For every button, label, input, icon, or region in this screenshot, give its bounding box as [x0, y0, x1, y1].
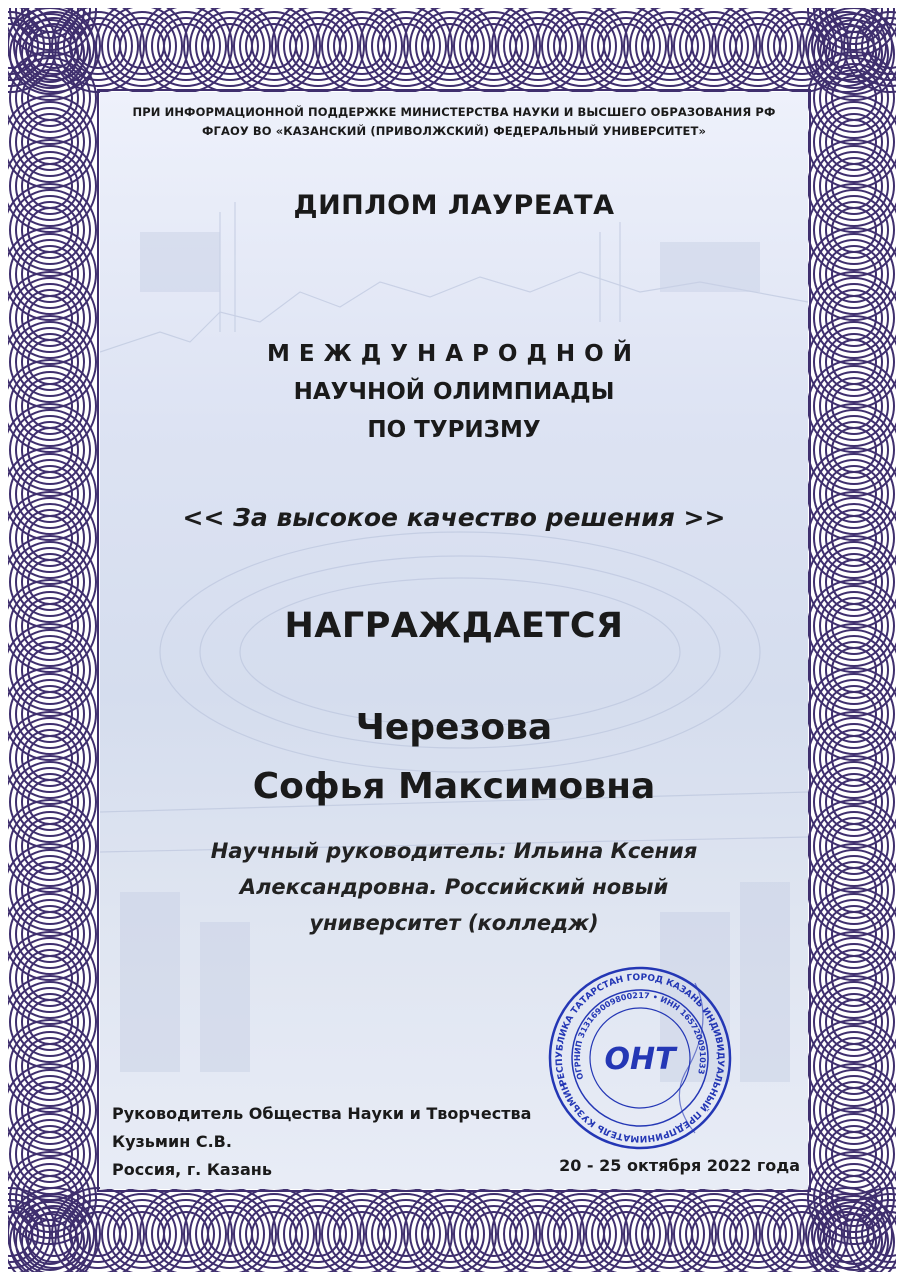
- border-ring: [820, 284, 888, 352]
- border-ring: [686, 18, 742, 74]
- border-ring: [548, 12, 616, 80]
- border-ring: [22, 70, 78, 126]
- border-ring: [16, 856, 84, 924]
- border-ring: [22, 1082, 78, 1138]
- border-ring: [820, 460, 888, 528]
- signatory-title: Руководитель Общества Науки и Творчества: [112, 1104, 532, 1123]
- border-ring: [826, 378, 882, 434]
- border-ring: [378, 18, 434, 74]
- border-ring: [598, 1206, 654, 1262]
- border-ring: [22, 818, 78, 874]
- border-ring: [16, 988, 84, 1056]
- border-ring: [22, 202, 78, 258]
- border-ring: [820, 768, 888, 836]
- event-line-1: МЕЖДУНАРОДНОЙ: [267, 341, 641, 367]
- border-ring: [826, 334, 882, 390]
- border-ring: [16, 724, 84, 792]
- border-ring: [416, 12, 484, 80]
- border-ring: [22, 246, 78, 302]
- border-ring: [114, 18, 170, 74]
- border-ring: [22, 466, 78, 522]
- border-ring: [466, 18, 522, 74]
- border-ring: [820, 724, 888, 792]
- diploma-title: ДИПЛОМ ЛАУРЕАТА: [293, 190, 615, 221]
- stamp-inner-text: ОГРНИП 313169009800217 • ИНН 165720091033: [572, 990, 708, 1081]
- border-ring: [466, 1206, 522, 1262]
- border-ring: [820, 636, 888, 704]
- border-ring: [416, 1200, 484, 1268]
- border-ring: [152, 1200, 220, 1268]
- border-ring: [16, 900, 84, 968]
- event-dates: 20 - 25 октября 2022 года: [559, 1156, 800, 1175]
- border-ring: [820, 416, 888, 484]
- border-ring: [510, 18, 566, 74]
- event-line-2: НАУЧНОЙ ОЛИМПИАДЫ: [293, 379, 615, 405]
- border-ring: [16, 416, 84, 484]
- border-ring: [686, 1206, 742, 1262]
- border-ring: [820, 548, 888, 616]
- border-ring: [22, 598, 78, 654]
- border-ring: [378, 1206, 434, 1262]
- border-ring: [16, 284, 84, 352]
- border-ring: [372, 12, 440, 80]
- border-ring: [22, 1038, 78, 1094]
- border-ring: [246, 18, 302, 74]
- border-ring: [820, 900, 888, 968]
- border-ring: [820, 372, 888, 440]
- border-ring: [108, 12, 176, 80]
- border-ring: [826, 114, 882, 170]
- border-ring: [16, 680, 84, 748]
- border-ring: [22, 686, 78, 742]
- border-ring: [826, 598, 882, 654]
- recipient-given-names: Софья Максимовна: [252, 766, 656, 807]
- border-ring: [22, 378, 78, 434]
- border-ring: [504, 1200, 572, 1268]
- border-ring: [826, 554, 882, 610]
- support-header: [100, 103, 808, 141]
- border-ring: [16, 636, 84, 704]
- border-ring: [598, 18, 654, 74]
- border-ring: [22, 114, 78, 170]
- border-ring: [826, 1126, 882, 1182]
- border-ring: [730, 18, 786, 74]
- border-ring: [504, 12, 572, 80]
- border-ring: [510, 1206, 566, 1262]
- border-ring: [196, 12, 264, 80]
- border-ring: [826, 202, 882, 258]
- border-ring: [820, 196, 888, 264]
- issue-location: Россия, г. Казань: [112, 1160, 272, 1179]
- supervisor-line-1: Научный руководитель: Ильина Ксения: [210, 839, 698, 863]
- border-ring: [820, 152, 888, 220]
- supervisor-info: [100, 833, 808, 941]
- border-ring: [334, 1206, 390, 1262]
- header-line-university: ФГАОУ ВО «КАЗАНСКИЙ (ПРИВОЛЖСКИЙ) ФЕДЕРАЛЬНЫЙ УНИВЕРСИТЕТ»: [202, 124, 706, 138]
- border-ring: [680, 12, 748, 80]
- border-ring: [16, 108, 84, 176]
- border-ring: [820, 856, 888, 924]
- border-ring: [334, 18, 390, 74]
- border-ring: [22, 422, 78, 478]
- recipient-surname: Черезова: [355, 707, 553, 748]
- border-ring: [22, 906, 78, 962]
- border-ring: [240, 12, 308, 80]
- border-ring: [820, 328, 888, 396]
- border-ring: [22, 642, 78, 698]
- border-ring: [16, 1032, 84, 1100]
- border-ring: [22, 290, 78, 346]
- border-ring: [22, 774, 78, 830]
- border-ring: [826, 686, 882, 742]
- border-ring: [16, 152, 84, 220]
- border-ring: [826, 290, 882, 346]
- border-ring: [114, 1206, 170, 1262]
- border-ring: [158, 1206, 214, 1262]
- signatory-block: [112, 1100, 531, 1184]
- event-line-3: ПО ТУРИЗМУ: [367, 417, 541, 443]
- border-ring: [22, 554, 78, 610]
- border-ring: [592, 1200, 660, 1268]
- border-ring: [820, 812, 888, 880]
- border-ring: [820, 1076, 888, 1144]
- border-ring: [152, 12, 220, 80]
- border-ring: [22, 334, 78, 390]
- border-ring: [422, 1206, 478, 1262]
- border-ring: [820, 944, 888, 1012]
- border-ring: [16, 812, 84, 880]
- border-ring: [290, 18, 346, 74]
- awarded-heading: НАГРАЖДАЕТСЯ: [284, 606, 624, 646]
- border-ring: [820, 504, 888, 572]
- border-ring: [636, 1200, 704, 1268]
- border-ring: [22, 950, 78, 1006]
- border-ring: [16, 1076, 84, 1144]
- signatory-name: Кузьмин С.В.: [112, 1132, 232, 1151]
- border-ring: [22, 862, 78, 918]
- stamp-ring-text: РЕСПУБЛИКА ТАТАРСТАН ГОРОД КАЗАНЬ ИНДИВИДУАЛЬНЫЙ ПРЕДПРИНИМАТЕЛЬ КУЗЬМИН: [554, 972, 726, 1144]
- border-ring: [826, 774, 882, 830]
- border-ring: [826, 510, 882, 566]
- border-ring: [290, 1206, 346, 1262]
- supervisor-line-2: Александровна. Российский новый: [239, 875, 669, 899]
- border-ring: [820, 108, 888, 176]
- border-ring: [16, 1120, 84, 1188]
- border-ring: [826, 730, 882, 786]
- border-ring: [240, 1200, 308, 1268]
- border-ring: [826, 906, 882, 962]
- border-ring: [16, 768, 84, 836]
- border-ring: [636, 12, 704, 80]
- border-ring: [680, 1200, 748, 1268]
- border-ring: [724, 1200, 792, 1268]
- border-ring: [422, 18, 478, 74]
- border-ring: [826, 994, 882, 1050]
- border-ring: [108, 1200, 176, 1268]
- border-ring: [460, 12, 528, 80]
- border-ring: [642, 1206, 698, 1262]
- border-ring: [22, 158, 78, 214]
- border-ring: [284, 1200, 352, 1268]
- recipient-name: [100, 698, 808, 816]
- border-ring: [16, 240, 84, 308]
- border-ring: [642, 18, 698, 74]
- award-motto: << За высокое качество решения >>: [182, 503, 726, 532]
- border-ring: [246, 1206, 302, 1262]
- border-ring: [826, 950, 882, 1006]
- supervisor-line-3: университет (колледж): [309, 911, 599, 935]
- event-name: [100, 335, 808, 449]
- border-ring: [826, 422, 882, 478]
- border-ring: [826, 862, 882, 918]
- border-ring: [826, 818, 882, 874]
- border-ring: [16, 460, 84, 528]
- border-ring: [820, 680, 888, 748]
- border-ring: [724, 12, 792, 80]
- border-ring: [730, 1206, 786, 1262]
- border-ring: [328, 12, 396, 80]
- border-ring: [22, 730, 78, 786]
- border-ring: [554, 1206, 610, 1262]
- border-ring: [16, 944, 84, 1012]
- border-ring: [202, 18, 258, 74]
- border-ring: [826, 1038, 882, 1094]
- header-line-ministry: ПРИ ИНФОРМАЦИОННОЙ ПОДДЕРЖКЕ МИНИСТЕРСТВА НАУКИ И ВЫСШЕГО ОБРАЗОВАНИЯ РФ: [132, 105, 776, 119]
- border-ring: [820, 240, 888, 308]
- border-ring: [22, 510, 78, 566]
- border-ring: [16, 328, 84, 396]
- border-ring: [16, 196, 84, 264]
- border-ring: [284, 12, 352, 80]
- border-ring: [592, 12, 660, 80]
- border-ring: [16, 548, 84, 616]
- border-ring: [22, 994, 78, 1050]
- border-ring: [16, 592, 84, 660]
- border-ring: [548, 1200, 616, 1268]
- stamp-logo: ОНТ: [604, 1042, 676, 1077]
- border-ring: [16, 504, 84, 572]
- border-ring: [554, 18, 610, 74]
- border-ring: [196, 1200, 264, 1268]
- border-ring: [826, 642, 882, 698]
- border-ring: [820, 1120, 888, 1188]
- border-ring: [820, 988, 888, 1056]
- border-ring: [826, 1082, 882, 1138]
- border-ring: [202, 1206, 258, 1262]
- border-ring: [820, 592, 888, 660]
- border-ring: [328, 1200, 396, 1268]
- border-ring: [158, 18, 214, 74]
- border-ring: [372, 1200, 440, 1268]
- border-ring: [826, 246, 882, 302]
- border-ring: [16, 372, 84, 440]
- official-stamp: [545, 963, 735, 1153]
- border-ring: [826, 466, 882, 522]
- border-ring: [22, 1126, 78, 1182]
- border-ring: [460, 1200, 528, 1268]
- border-ring: [826, 158, 882, 214]
- border-ring: [820, 1032, 888, 1100]
